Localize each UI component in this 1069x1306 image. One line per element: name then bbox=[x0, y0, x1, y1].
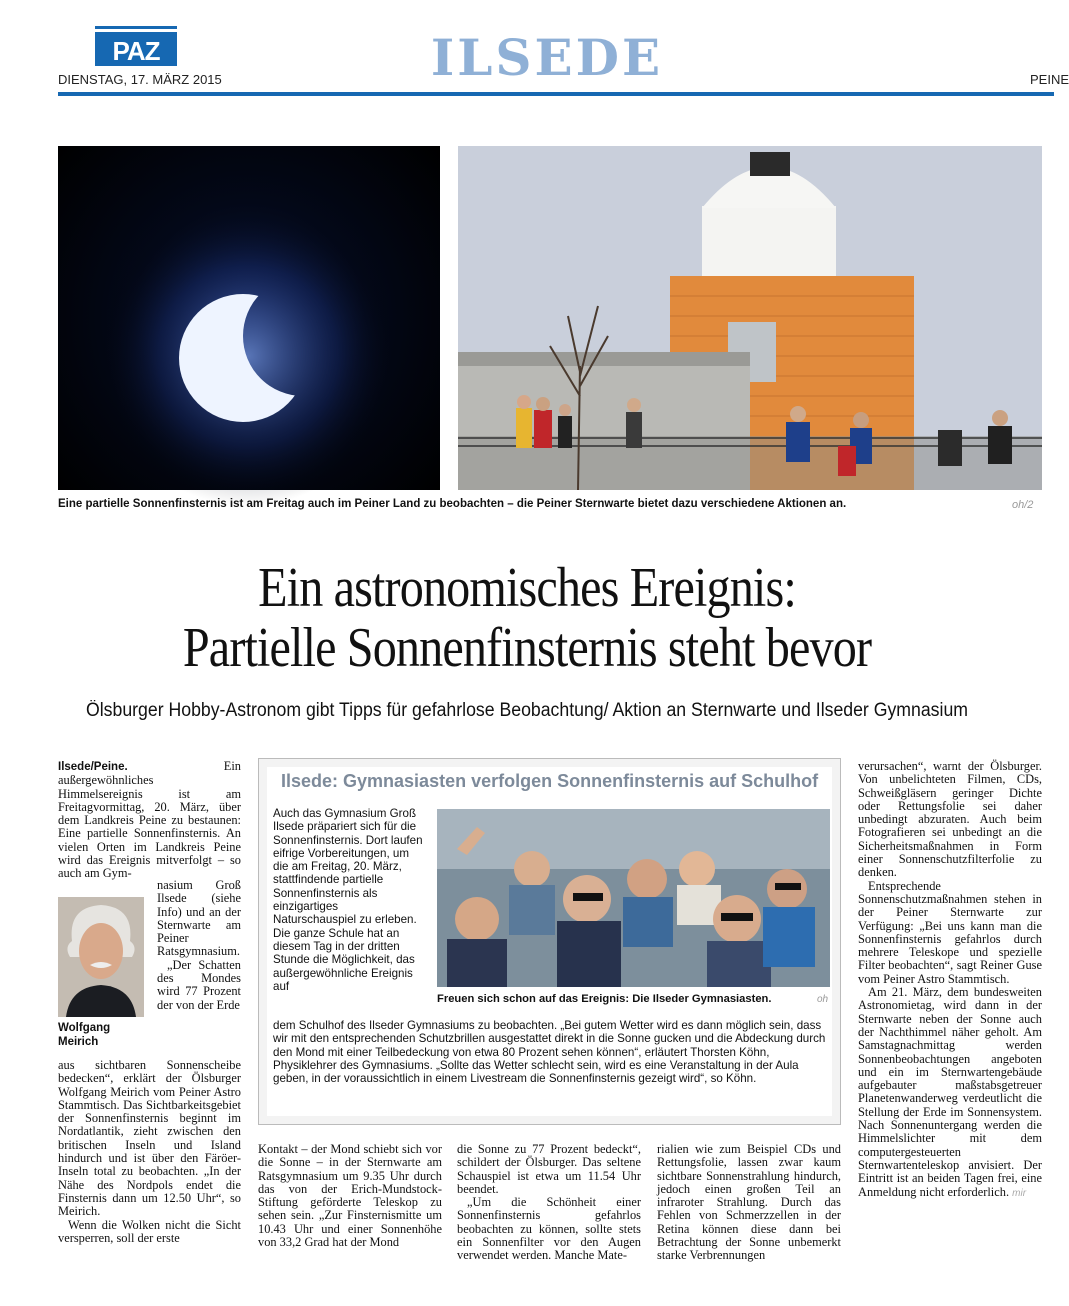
column-5-paragraph-3 bbox=[858, 986, 1042, 1200]
column-2-text: Kontakt – der Mond schiebt sich vor die Sonne – in der Sternwarte am Ratsgymnasium um 9.35 Uhr durch das von der Erich-Mundstock-Stiftung geförderte Teleskop zu sehen sein. „Zur Finsternismitte um 10.43 Uhr und einer Sonnenhöhe von 33,2 Grad hat der Mond bbox=[258, 1142, 442, 1250]
observatory-image bbox=[458, 146, 1042, 490]
info-box-title: Ilsede: Gymnasiasten verfolgen Sonnenfinsternis auf Schulhof bbox=[281, 771, 819, 791]
paragraph-1a: Ein außergewöhnliches Himmelsereignis ist am Freitagvormittag, 20. März, über dem Landkreis Peine zu bestaunen: Eine partielle Sonnenfinsternis. An vielen Orten im Landkreis Peine wird das Ereignis mitverfolgt – so auch am Gym- bbox=[58, 759, 241, 881]
column-1-bottom bbox=[58, 1059, 241, 1245]
paragraph-3: Wenn die Wolken nicht die Sicht versperren, soll der erste bbox=[58, 1217, 241, 1245]
observatory-photo bbox=[458, 146, 1042, 490]
info-box bbox=[258, 758, 841, 1125]
info-box-inner bbox=[267, 767, 832, 1116]
paragraph-1b: nasium Groß Ilsede (siehe Info) und an der Sternwarte am Peiner Ratsgymnasium. bbox=[157, 878, 241, 959]
portrait-first-name: Wolfgang bbox=[58, 1022, 111, 1034]
column-5-paragraph-2: Entsprechende Sonnenschutzmaßnahmen stehen in der Peiner Sternwarte zur Verfügung: „Bei uns kann man die Sonnenfinsternis gefahrlos durch mehrere Teleskope und spezielle Filter beobachten“, sagt Reiner Guse vom Peiner Astro Stammtisch. bbox=[858, 878, 1042, 986]
headline-line-1: Ein astronomisches Ereignis: bbox=[258, 557, 796, 619]
section-title-text: ILSEDE bbox=[430, 28, 664, 87]
column-3-paragraph-1: die Sonne zu 77 Prozent bedeckt“, schildert der Ölsburger. Das seltene Schauspiel ist etwa um 11.54 Uhr beendet. bbox=[457, 1142, 641, 1196]
students-image bbox=[437, 809, 830, 987]
portrait-last-name: Meirich bbox=[58, 1036, 99, 1048]
header-rule bbox=[58, 92, 1054, 96]
photo-credit: oh/2 bbox=[1012, 499, 1034, 511]
portrait-name bbox=[58, 1021, 110, 1049]
adjacent-page-ref: PEINE bbox=[1030, 72, 1069, 87]
column-1-top bbox=[58, 760, 241, 881]
article-subhead: Ölsburger Hobby-Astronom gibt Tipps für gefahrlose Beobachtung/ Aktion an Sternwarte und Ilseder Gymnasium bbox=[85, 700, 968, 721]
headline-line-2: Partielle Sonnenfinsternis steht bevor bbox=[182, 617, 872, 679]
column-2 bbox=[258, 1143, 442, 1249]
paragraph-2a: „Der Schatten des Mondes wird 77 Prozent der von der Erde bbox=[157, 957, 241, 1012]
students-photo-caption: Freuen sich schon auf das Ereignis: Die Ilseder Gymnasiasten. bbox=[437, 993, 772, 1005]
paz-logo: PAZ bbox=[95, 28, 177, 66]
column-5 bbox=[858, 760, 1042, 1200]
info-box-text-wide: dem Schulhof des Ilseder Gymnasiums zu beobachten. „Bei gutem Wetter wird es dann möglich sein, dass wir mit den entsprechenden Schutzbrillen ausgestattet direkt in die Sonne gucken und die Abdeckung durch den Mond mit einer Teilbedeckung von etwa 80 Prozent sehen können“, erläutert Thorsten Köhn, Physiklehrer des Gymnasiums. „Sollte das Wetter schlecht sein, wird es eine Veranstaltung in der Aula geben, in der voraussichtlich in einem Livestream die Sonnenfinsternis gezeigt wird“, so Köhn. bbox=[273, 1019, 826, 1086]
column-1-wrap bbox=[157, 879, 241, 1012]
column-3 bbox=[457, 1143, 641, 1263]
column-4 bbox=[657, 1143, 841, 1263]
photo-caption: Eine partielle Sonnenfinsternis ist am Freitag auch im Peiner Land zu beobachten – die Peiner Sternwarte bietet dazu verschiedene Aktionen an. bbox=[58, 498, 847, 510]
issue-date: DIENSTAG, 17. MÄRZ 2015 bbox=[58, 72, 222, 87]
students-photo bbox=[437, 809, 830, 987]
eclipse-photo bbox=[58, 146, 440, 490]
column-3-paragraph-2: „Um die Schönheit einer Sonnenfinsternis gefahrlos beobachten zu können, sollte stets ein Sonnenfilter vor den Augen verwendet werden. Manche Mate- bbox=[457, 1195, 641, 1263]
section-title bbox=[0, 28, 1054, 88]
eclipse-crescent-image bbox=[58, 146, 440, 490]
students-photo-credit: oh bbox=[817, 994, 829, 1005]
portrait-photo bbox=[58, 897, 144, 1017]
dateline-lead: Ilsede/Peine. bbox=[58, 761, 128, 773]
column-4-text: rialien wie zum Beispiel CDs und Rettungsfolie, lassen zwar kaum sichtbare Sonnenstrahlung hindurch, jedoch einen großen Teil an infraroter Strahlung. Durch das Fehlen von Schmerzzellen in der Retina können diese dann bei Betrachtung der Sonne unbemerkt starke Verbrennungen bbox=[657, 1142, 841, 1263]
column-5-paragraph-3-text: Am 21. März, dem bundesweiten Astronomietag, wird dann in der Sternwarte neben der Sonne auch der Nachthimmel näher geholt. Am Samstagnachmittag werden Sonnenbeobachtungen angeboten und ein im Sternwartengebäude aufgebauter maßstabsgetreuer Planetenwanderweg verdeutlicht die Stellung der Erde im Sonnensystem. Nach Sonnenuntergang werden die Himmelslichter mit dem computergesteuerten Sternwartenteleskop anvisiert. Der Eintritt ist an beiden Tagen frei, eine Anmeldung nicht erforderlich. bbox=[858, 985, 1042, 1199]
column-5-paragraph-1: verursachen“, warnt der Ölsburger. Von unbelichteten Filmen, CDs, Schweißgläsern geringer Dichte oder Rettungsfolie sei daher unbedingt abzuraten. Auch beim Fotografieren sei unbedingt an die Sicherheitsmaßnahmen in Form einer Sonnenschutzfilterfolie zu denken. bbox=[858, 759, 1042, 880]
article-headline bbox=[74, 558, 980, 678]
info-box-text-narrow: Auch das Gymnasium Groß Ilsede präpariert sich für die Sonnenfinsternis. Dort laufen eifrige Vorbereitungen, um die am Freitag, 20. März, stattfindende partielle Sonnenfinsternis als einzigartiges Naturschauspiel zu erleben. Die ganze Schule hat an diesem Tag in der dritten Stunde die Möglichkeit, das außergewöhnliche Ereignis auf bbox=[273, 807, 423, 993]
paragraph-2b: aus sichtbaren Sonnenscheibe bedecken“, erklärt der Ölsburger Wolfgang Meirich vom Peiner Astro Stammtisch. Das Sichtbarkeitsgebiet der Sonnenfinsternis beginnt im Nordatlantik, zieht zwischen den britischen Inseln und Island hindurch und ist über den Färöer-Inseln total zu beobachten. „In der Nähe des Nordpols endet die Finsternis dann um 12.50 Uhr“, so Meirich. bbox=[58, 1058, 241, 1219]
portrait-image bbox=[58, 897, 144, 1017]
author-signature: mir bbox=[1012, 1187, 1027, 1199]
